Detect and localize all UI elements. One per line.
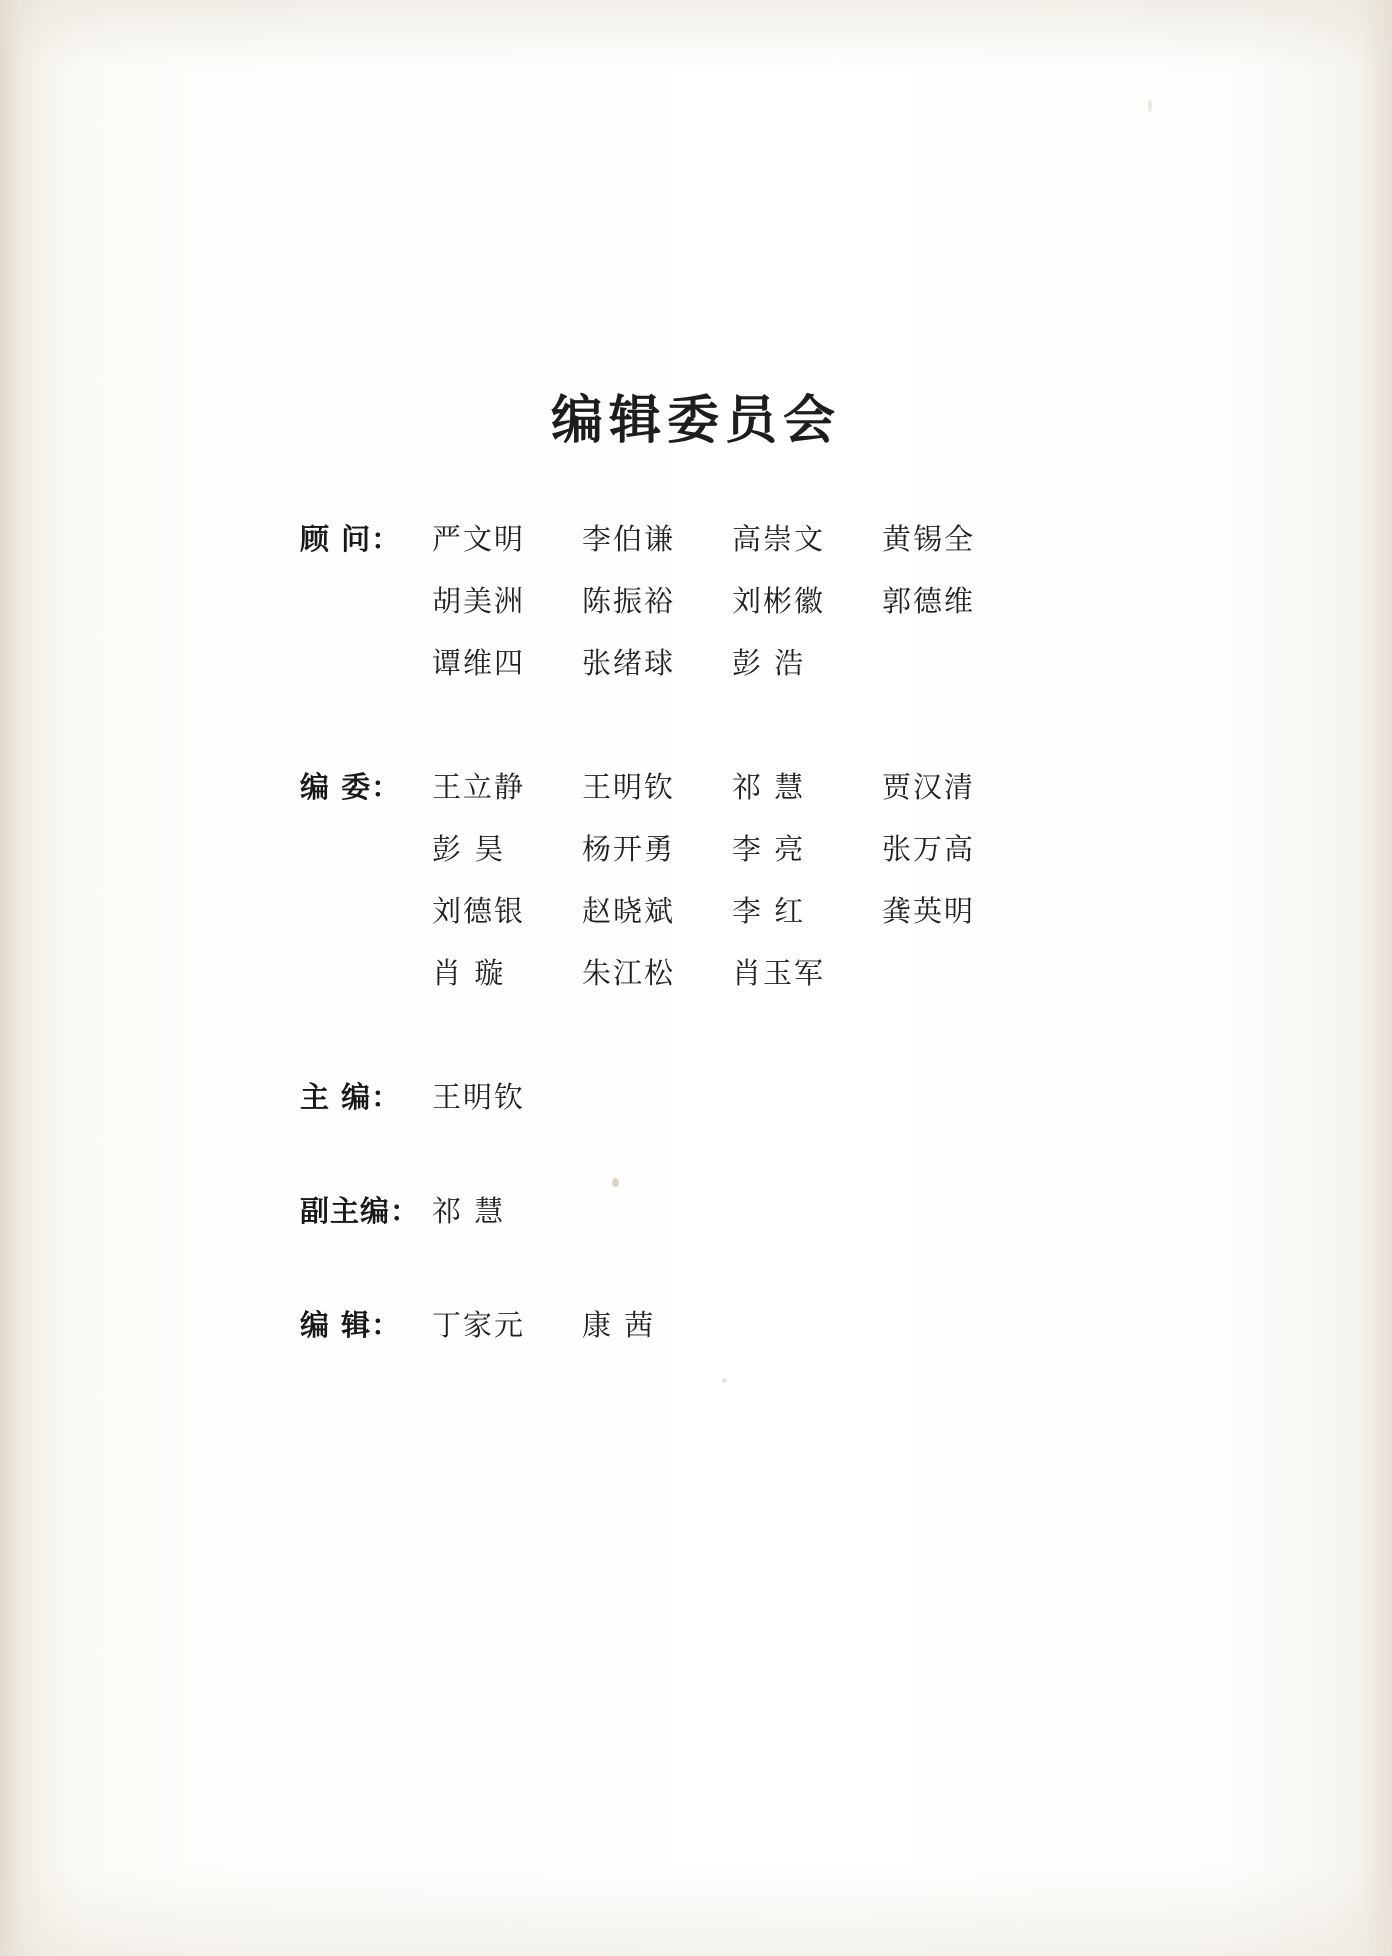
member-name: 祁 慧 [432,1194,506,1228]
paper-speck [612,1178,619,1187]
member-name: 贾汉清 [882,770,976,804]
name-row [432,880,1120,942]
member-name: 刘德银 [432,894,526,928]
member-name: 张绪球 [582,646,676,680]
member-name: 龚英明 [882,894,976,928]
page-title: 编辑委员会 [550,391,841,451]
board-section [300,756,1120,1004]
name-row [432,1294,1120,1356]
name-row [432,942,1120,1004]
board-section [300,1066,1120,1128]
name-row [432,508,1120,570]
member-name: 赵晓斌 [582,894,676,928]
member-name: 王明钦 [582,770,676,804]
member-name: 李伯谦 [582,522,676,556]
member-name: 李 亮 [732,832,806,866]
name-row [432,1066,1120,1128]
board-section-label: 副主编： [300,1194,421,1228]
member-name: 谭维四 [432,646,526,680]
name-row [432,570,1120,632]
paper-speck [722,1378,727,1383]
board-section-names [432,756,1120,1004]
board-section-label: 编 委： [300,770,402,804]
member-name: 祁 慧 [732,770,806,804]
member-name: 杨开勇 [582,832,676,866]
member-name: 康 茜 [582,1308,656,1342]
name-row [432,1180,1120,1242]
member-name: 王明钦 [432,1080,526,1114]
member-name: 朱江松 [582,956,676,990]
member-name: 肖 璇 [432,956,506,990]
member-name: 彭 昊 [432,832,506,866]
board-section [300,1180,1120,1242]
member-name: 彭 浩 [732,646,806,680]
board-section [300,508,1120,694]
member-name: 胡美洲 [432,584,526,618]
member-name: 王立静 [432,770,526,804]
board-section-names [432,1294,1120,1356]
board-section-label: 顾 问： [300,522,402,556]
member-name: 黄锡全 [882,522,976,556]
member-name: 张万高 [882,832,976,866]
member-name: 高崇文 [732,522,826,556]
name-row [432,818,1120,880]
member-name: 肖玉军 [732,956,826,990]
board-section-label: 编 辑： [300,1308,402,1342]
board-section-names [432,1066,1120,1128]
name-row [432,756,1120,818]
member-name: 严文明 [432,522,526,556]
editorial-board-list [300,508,1120,1408]
member-name: 郭德维 [882,584,976,618]
board-section-label: 主 编： [300,1080,402,1114]
member-name: 李 红 [732,894,806,928]
member-name: 丁家元 [432,1308,526,1342]
board-section [300,1294,1120,1356]
name-row [432,632,1120,694]
member-name: 陈振裕 [582,584,676,618]
board-section-names [432,508,1120,694]
member-name: 刘彬徽 [732,584,826,618]
paper-speck [1148,100,1152,112]
board-section-names [432,1180,1120,1242]
